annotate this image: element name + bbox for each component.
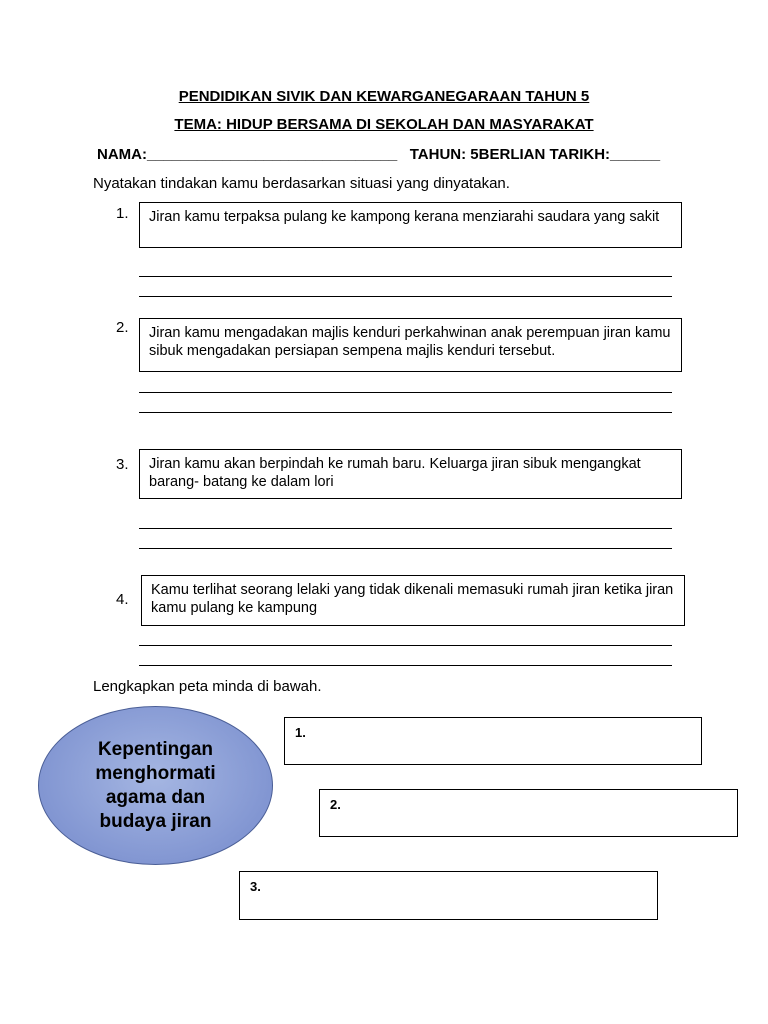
question-number: 3. — [116, 456, 129, 473]
instruction-text: Nyatakan tindakan kamu berdasarkan situasi yang dinyatakan. — [93, 175, 510, 192]
answer-line[interactable] — [139, 276, 672, 277]
answer-line[interactable] — [139, 665, 672, 666]
question-box: Jiran kamu akan berpindah ke rumah baru. Keluarga jiran sibuk mengangkat barang- batang ke dalam lori — [139, 449, 682, 499]
question-box: Kamu terlihat seorang lelaki yang tidak dikenali memasuki rumah jiran ketika jiran kamu pulang ke kampung — [141, 575, 685, 626]
answer-line[interactable] — [139, 528, 672, 529]
question-box: Jiran kamu mengadakan majlis kenduri perkahwinan anak perempuan jiran kamu sibuk mengadakan persiapan sempena majlis kenduri tersebut. — [139, 318, 682, 372]
theme-title: TEMA: HIDUP BERSAMA DI SEKOLAH DAN MASYARAKAT — [174, 116, 594, 133]
page-title: PENDIDIKAN SIVIK DAN KEWARGANEGARAAN TAHUN 5 — [178, 88, 590, 105]
mindmap-box-1[interactable]: 1. — [284, 717, 702, 765]
answer-line[interactable] — [139, 548, 672, 549]
answer-line[interactable] — [139, 296, 672, 297]
answer-line[interactable] — [139, 645, 672, 646]
mindmap-box-2[interactable]: 2. — [319, 789, 738, 837]
question-number: 4. — [116, 591, 129, 608]
mindmap-box-3[interactable]: 3. — [239, 871, 658, 920]
question-number: 2. — [116, 319, 129, 336]
answer-line[interactable] — [139, 392, 672, 393]
question-number: 1. — [116, 205, 129, 222]
name-row: NAMA:______________________________ TAHUN: 5BERLIAN TARIKH:______ — [97, 146, 661, 163]
answer-line[interactable] — [139, 412, 672, 413]
mindmap-center-text: Kepentingan menghormati agama dan budaya jiran — [95, 738, 216, 832]
question-box: Jiran kamu terpaksa pulang ke kampong kerana menziarahi saudara yang sakit — [139, 202, 682, 248]
mindmap-instruction: Lengkapkan peta minda di bawah. — [93, 678, 322, 695]
mindmap-center-ellipse — [38, 706, 273, 865]
